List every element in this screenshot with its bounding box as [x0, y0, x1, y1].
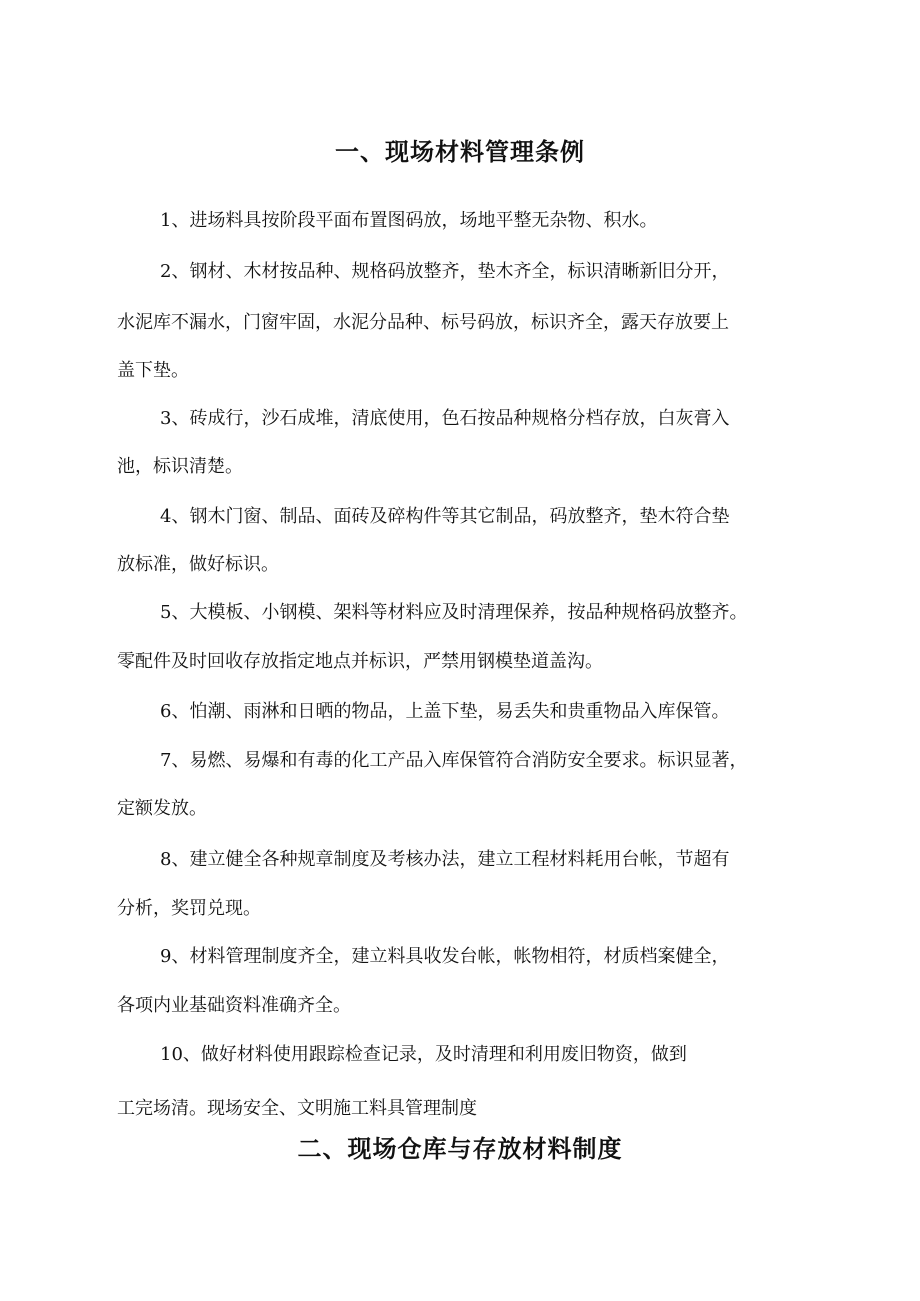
- item-10-line-1: 10、做好材料使用跟踪检查记录，及时清理和利用废旧物资，做到: [160, 1044, 687, 1065]
- item-4-line-1: 4、钢木门窗、制品、面砖及碎构件等其它制品，码放整齐，垫木符合垫: [160, 506, 730, 527]
- section-1-title: 一、现场材料管理条例: [335, 138, 585, 166]
- item-5-line-1: 5、大模板、小钢模、架料等材料应及时清理保养，按品种规格码放整齐。: [160, 602, 748, 623]
- item-3-line-2: 池，标识清楚。: [117, 456, 243, 477]
- item-9-line-1: 9、材料管理制度齐全，建立料具收发台帐，帐物相符，材质档案健全，: [160, 946, 730, 967]
- section-2-title: 二、现场仓库与存放材料制度: [297, 1135, 623, 1163]
- item-4-line-2: 放标准，做好标识。: [117, 554, 279, 575]
- item-2-line-3: 盖下垫。: [117, 360, 189, 381]
- item-8-line-2: 分析，奖罚兑现。: [117, 898, 261, 919]
- item-6-line-1: 6、怕潮、雨淋和日晒的物品，上盖下垫，易丢失和贵重物品入库保管。: [160, 701, 730, 722]
- item-8-line-1: 8、建立健全各种规章制度及考核办法，建立工程材料耗用台帐，节超有: [160, 849, 730, 870]
- item-2-line-2: 水泥库不漏水，门窗牢固，水泥分品种、标号码放，标识齐全，露天存放要上: [117, 312, 729, 333]
- item-2-line-1: 2、钢材、木材按品种、规格码放整齐，垫木齐全，标识清晰新旧分开，: [160, 261, 730, 282]
- item-3-line-1: 3、砖成行，沙石成堆，清底使用，色石按品种规格分档存放，白灰膏入: [160, 408, 730, 429]
- item-1-line-1: 1、进场料具按阶段平面布置图码放，场地平整无杂物、积水。: [160, 210, 658, 231]
- item-7-line-2: 定额发放。: [117, 798, 207, 819]
- item-5-line-2: 零配件及时回收存放指定地点并标识，严禁用钢模垫道盖沟。: [117, 651, 603, 672]
- item-9-line-2: 各项内业基础资料准确齐全。: [117, 995, 351, 1016]
- item-7-line-1: 7、易燃、易爆和有毒的化工产品入库保管符合消防安全要求。标识显著，: [160, 750, 748, 771]
- item-10-line-2: 工完场清。现场安全、文明施工料具管理制度: [117, 1098, 477, 1119]
